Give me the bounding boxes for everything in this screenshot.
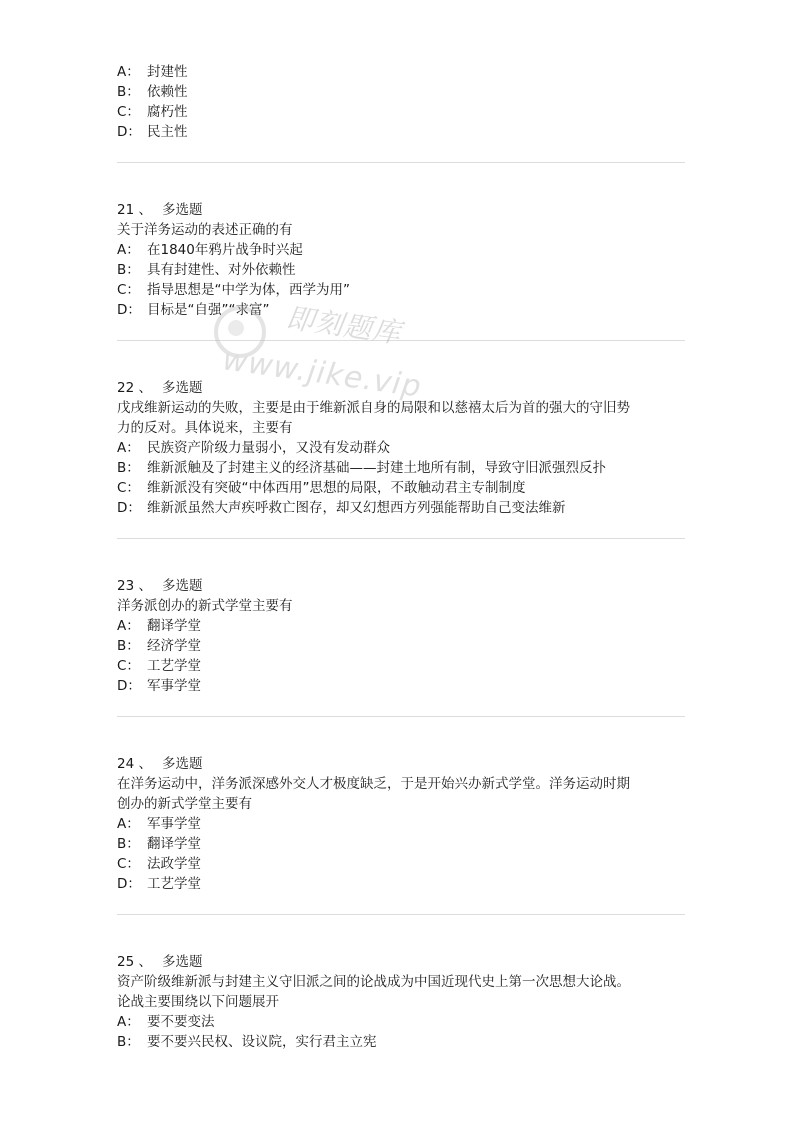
option-a: A： 民族资产阶级力量弱小，又没有发动群众 [117, 440, 390, 456]
option-b: B： 翻译学堂 [117, 836, 201, 852]
option-b: B： 依赖性 [117, 84, 188, 100]
question-text: 洋务派创办的新式学堂主要有 [117, 598, 293, 614]
option-a: A： 在1840年鸦片战争时兴起 [117, 242, 303, 258]
divider [117, 162, 685, 163]
option-a: A： 翻译学堂 [117, 618, 201, 634]
question-text-line-2: 力的反对。具体说来，主要有 [117, 420, 293, 436]
question-25 [117, 952, 685, 1052]
question-header: 23 、 多选题 [117, 578, 203, 594]
option-c: C： 法政学堂 [117, 856, 201, 872]
option-d: D： 目标是“自强”“求富” [117, 302, 270, 318]
watermark-brand: 即刻题库 [284, 301, 404, 350]
option-c: C： 腐朽性 [117, 104, 188, 120]
option-c: C： 维新派没有突破“中体西用”思想的局限，不敢触动君主专制制度 [117, 480, 526, 496]
question-text-line-2: 创办的新式学堂主要有 [117, 796, 252, 812]
option-b: B： 要不要兴民权、设议院，实行君主立宪 [117, 1034, 377, 1050]
option-d: D： 民主性 [117, 124, 188, 140]
question-header: 22 、 多选题 [117, 380, 203, 396]
divider [117, 340, 685, 341]
option-a: A： 要不要变法 [117, 1014, 215, 1030]
question-text-line-1: 在洋务运动中，洋务派深感外交人才极度缺乏，于是开始兴办新式学堂。洋务运动时期 [117, 776, 630, 792]
question-21 [117, 200, 685, 320]
question-22 [117, 378, 685, 518]
divider [117, 538, 685, 539]
question-text-line-2: 论战主要围绕以下问题展开 [117, 994, 279, 1010]
option-c: C： 指导思想是“中学为体，西学为用” [117, 282, 350, 298]
option-d: D： 军事学堂 [117, 678, 201, 694]
document-page [117, 62, 685, 1052]
question-text: 关于洋务运动的表述正确的有 [117, 222, 293, 238]
question-text-line-1: 资产阶级维新派与封建主义守旧派之间的论战成为中国近现代史上第一次思想大论战。 [117, 974, 630, 990]
divider [117, 914, 685, 915]
watermark-url: www.jike.vip [220, 342, 424, 405]
question-20-options [117, 62, 685, 142]
option-a: A： 封建性 [117, 64, 188, 80]
question-header: 21 、 多选题 [117, 202, 203, 218]
question-header: 25 、 多选题 [117, 954, 203, 970]
option-b: B： 经济学堂 [117, 638, 201, 654]
option-c: C： 工艺学堂 [117, 658, 201, 674]
option-d: D： 工艺学堂 [117, 876, 201, 892]
question-23 [117, 576, 685, 696]
option-a: A： 军事学堂 [117, 816, 201, 832]
question-text-line-1: 戊戌维新运动的失败，主要是由于维新派自身的局限和以慈禧太后为首的强大的守旧势 [117, 400, 630, 416]
divider [117, 716, 685, 717]
option-d: D： 维新派虽然大声疾呼救亡图存，却又幻想西方列强能帮助自己变法维新 [117, 500, 566, 516]
question-header: 24 、 多选题 [117, 756, 203, 772]
option-b: B： 维新派触及了封建主义的经济基础——封建土地所有制，导致守旧派强烈反扑 [117, 460, 606, 476]
option-b: B： 具有封建性、对外依赖性 [117, 262, 296, 278]
question-24 [117, 754, 685, 894]
